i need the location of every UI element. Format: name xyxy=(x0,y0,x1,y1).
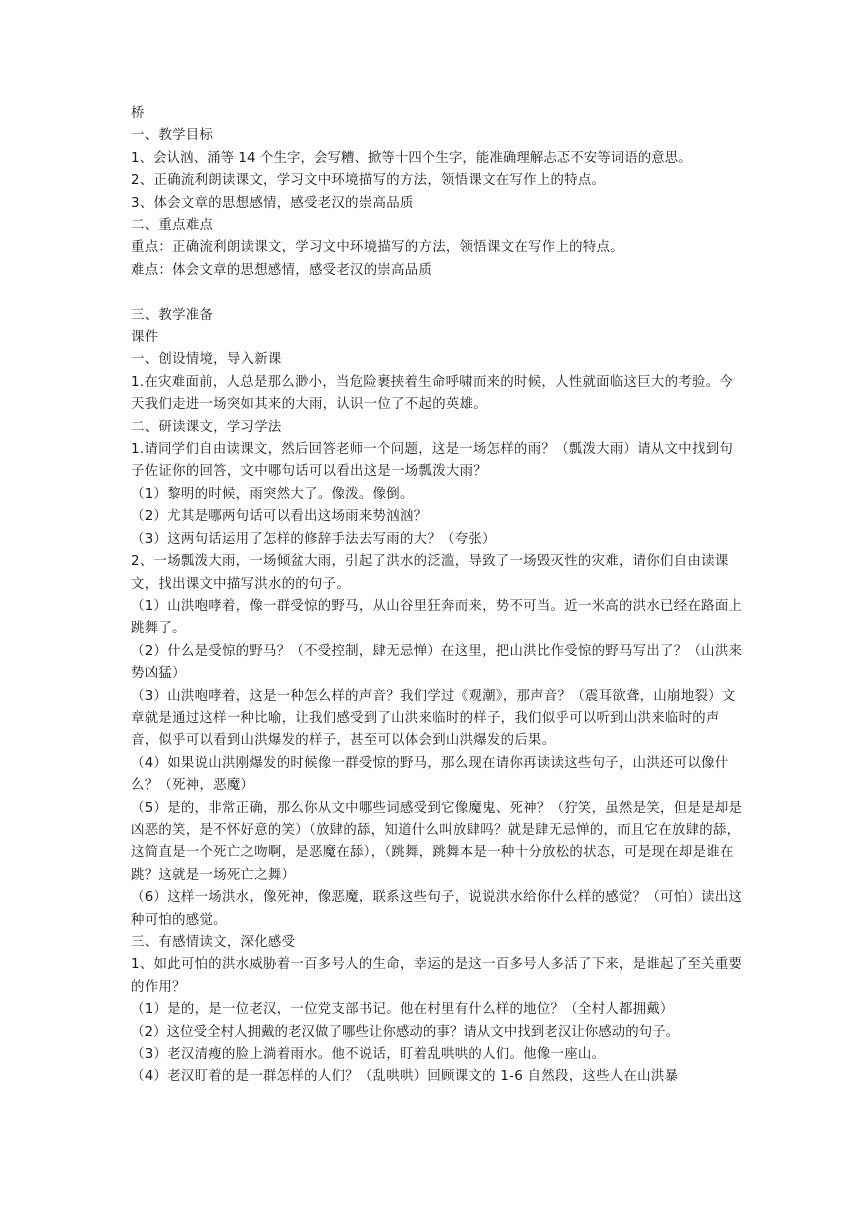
step3-paragraph-1: 1、如此可怕的洪水威胁着一百多号人的生命，幸运的是这一百多号人多活了下来，是谁起了至关重要的作用？ xyxy=(131,957,743,995)
preparation-materials: 课件 xyxy=(131,330,159,346)
step2-paragraph-2: 2、一场瓢泼大雨，一场倾盆大雨，引起了洪水的泛滥，导致了一场毁灭性的灾难，请你们自由读课文，找出课文中描写洪水的的句子。 xyxy=(131,554,729,592)
step2-item-2e: （5）是的，非常正确，那么你从文中哪些词感受到它像魔鬼、死神？（狞笑，虽然是笑，但是是却是凶恶的笑，是不怀好意的笑）（放肆的舔，知道什么叫放肆吗？就是肆无忌惮的，而且它在放肆的舔，这简直是一个死亡之吻啊，是恶魔在舔），（跳舞，跳舞本是一种十分放松的状态，可是现在却是谁在跳？这就是一场死亡之舞） xyxy=(131,800,743,883)
goal-item-1: 1、会认汹、涌等 14 个生字，会写糟、掀等十四个生字，能准确理解忐忑不安等词语的意思。 xyxy=(131,150,692,166)
step1-paragraph-1: 1.在灾难面前，人总是那么渺小，当危险裹挟着生命呼啸而来的时候，人性就面临这巨大的考验。今天我们走进一场突如其来的大雨，认识一位了不起的英雄。 xyxy=(131,374,734,413)
section-heading-goals: 一、教学目标 xyxy=(131,128,214,144)
step3-item-1d: （4）老汉盯着的是一群怎样的人们？（乱哄哄）回顾课文的 1-6 自然段，这些人在山洪暴 xyxy=(131,1069,679,1085)
step-heading-3: 三、有感情读文，深化感受 xyxy=(131,935,296,951)
goal-item-3: 3、体会文章的思想感情，感受老汉的崇高品质 xyxy=(131,195,414,211)
step3-item-1c: （3）老汉清瘦的脸上淌着雨水。他不说话，盯着乱哄哄的人们。他像一座山。 xyxy=(131,1047,606,1063)
step2-item-2c: （3）山洪咆哮着，这是一种怎么样的声音？我们学过《观潮》，那声音？（震耳欲聋，山崩地裂）文章就是通过这样一种比喻，让我们感受到了山洪来临时的样子，我们似乎可以听到山洪来临时的声音，似乎可以看到山洪爆发的样子，甚至可以体会到山洪爆发的后果。 xyxy=(131,688,736,749)
step-heading-1: 一、创设情境，导入新课 xyxy=(131,352,282,368)
step-heading-2: 二、研读课文，学习学法 xyxy=(131,419,282,435)
step2-item-2d: （4）如果说山洪刚爆发的时候像一群受惊的野马，那么现在请你再读读这些句子，山洪还可以像什么？（死神，恶魔） xyxy=(131,755,729,794)
document-body xyxy=(131,103,743,1089)
step2-item-2a: （1）山洪咆哮着，像一群受惊的野马，从山谷里狂奔而来，势不可当。近一米高的洪水已经在路面上跳舞了。 xyxy=(131,598,743,637)
step3-item-1b: （2）这位受全村人拥戴的老汉做了哪些让你感动的事？请从文中找到老汉让你感动的句子。 xyxy=(131,1024,680,1040)
difficulty-point: 难点：体会文章的思想感情，感受老汉的崇高品质 xyxy=(131,262,433,278)
goal-item-2: 2、正确流利朗读课文，学习文中环境描写的方法，领悟课文在写作上的特点。 xyxy=(131,173,606,189)
step2-item-1b: （2）尤其是哪两句话可以看出这场雨来势汹汹？ xyxy=(131,509,428,525)
step3-item-1a: （1）是的，是一位老汉，一位党支部书记。他在村里有什么样的地位？（全村人都拥戴） xyxy=(131,1002,674,1018)
section-heading-preparation: 三、教学准备 xyxy=(131,307,214,323)
step2-paragraph-1: 1.请同学们自由读课文，然后回答老师一个问题，这是一场怎样的雨？（瓢泼大雨）请从文中找到句子佐证你的回答，文中哪句话可以看出这是一场瓢泼大雨？ xyxy=(131,442,734,480)
step2-item-2f: （6）这样一场洪水，像死神，像恶魔，联系这些句子，说说洪水给你什么样的感觉？（可怕）读出这种可怕的感觉。 xyxy=(131,890,743,928)
blank-line xyxy=(131,282,743,304)
section-heading-key-points: 二、重点难点 xyxy=(131,218,214,234)
step2-item-2b: （2）什么是受惊的野马？（不受控制，肆无忌惮）在这里，把山洪比作受惊的野马写出了？（山洪来势凶猛） xyxy=(131,643,743,682)
step2-item-1c: （3）这两句话运用了怎样的修辞手法去写雨的大？（夸张） xyxy=(131,531,496,547)
step2-item-1a: （1）黎明的时候，雨突然大了。像泼。像倒。 xyxy=(131,486,414,502)
document-title: 桥 xyxy=(131,106,145,121)
key-point: 重点：正确流利朗读课文，学习文中环境描写的方法，领悟课文在写作上的特点。 xyxy=(131,240,624,256)
